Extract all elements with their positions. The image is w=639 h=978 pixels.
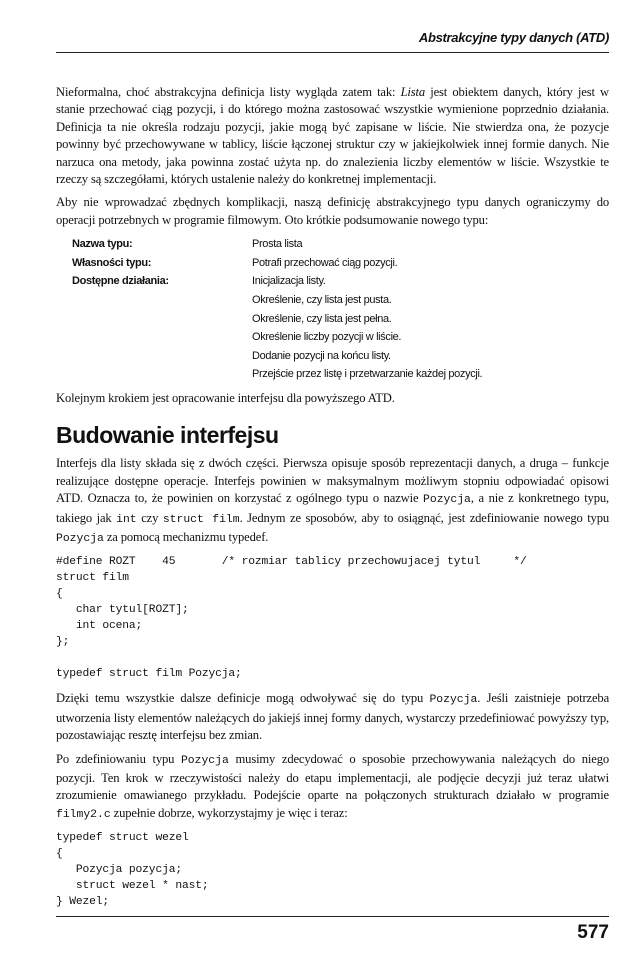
adt-summary xyxy=(56,235,609,384)
code-inline: Pozycja xyxy=(423,494,471,507)
operation-item: Określenie, czy lista jest pusta. xyxy=(252,294,392,307)
spec-value: Prosta lista xyxy=(252,238,303,251)
operation-item: Dodanie pozycji na końcu listy. xyxy=(252,349,391,362)
text: Interfejs dla listy składa się z dwóch części. Pierwsza opisuje sposób reprezentacji danych, a druga – funkcje realizujące dostępne operacje. Interfejs powinien w maksymalnym możliwym stopniu odpowiadać opisowi ATD. Oznacza to, że powinien on korzystać z ogólnego typu o nazwie xyxy=(56,456,609,506)
text: jest obiektem danych, który jest w stanie przechować ciąg pozycji, i do którego można zastosować wszystkie wymienione poprzednio działania. Definicja ta nie określa rodzaju pozycji, jakie mogą być zapisane w liście. Nie stwierdza ona, że pozycje powinny być przechowywane w tablicy, liście łączonej struktur czy w jakiejkolwiek innej formie danych. Nie narzuca ona metody, jaka powinna zostać użyta np. do znalezienia liczby elementów w liście. Wszystkie te rzeczy są szczegółami, których ustalenie należy do konkretnej implementacji. xyxy=(56,85,609,187)
spec-row-operations xyxy=(56,272,609,384)
paragraph-interface xyxy=(56,455,609,548)
spec-value: Potrafi przechować ciąg pozycji. xyxy=(252,256,398,269)
spec-row-name xyxy=(56,235,609,254)
spec-label: Własności typu: xyxy=(72,256,152,269)
code-block-wezel: typedef struct wezel { Pozycja pozycja; struct wezel * nast; } Wezel; xyxy=(56,832,209,909)
text: . Jednym ze sposobów, aby to osiągnąć, jest zdefiniowanie nowego typu xyxy=(239,510,609,525)
spec-row-properties xyxy=(56,254,609,273)
code-inline: Pozycja xyxy=(180,754,229,767)
code-inline: Pozycja xyxy=(429,694,478,707)
paragraph-summary-intro: Aby nie wprowadzać zbędnych komplikacji, naszą definicję abstrakcyjnego typu danych ograniczymy do operacji potrzebnych w programie filmowym. Oto krótkie podsumowanie nowego typu: xyxy=(56,195,609,227)
text: musimy zdecydować o sposobie przechowywania należących do niego pozycji. Ten krok w rzeczywistości należy do etapu implementacji, ale podjęcie decyzji już teraz ułatwi zrozumienie omawianego przykładu. Podejście oparte na połączonych strukturach działało w programie xyxy=(56,751,609,803)
code-inline: Pozycja xyxy=(56,533,104,546)
code-block-film: #define ROZT 45 /* rozmiar tablicy przechowujacej tytul */ struct film { char tytul[ROZT]; int ocena; }; typedef struct film Pozycja; xyxy=(56,556,527,681)
paragraph-typedef-benefit xyxy=(56,690,609,744)
paragraph-storage xyxy=(56,751,609,825)
code-inline: struct film xyxy=(162,513,240,526)
text: Dzięki temu wszystkie dalsze definicje mogą odwoływać się do typu xyxy=(56,691,430,706)
code-inline: int xyxy=(116,513,137,526)
text: czy xyxy=(136,510,163,525)
spec-label: Nazwa typu: xyxy=(72,238,133,251)
term-lista: Lista xyxy=(400,85,426,99)
operation-item: Określenie, czy lista jest pełna. xyxy=(252,312,392,325)
paragraph-definition xyxy=(56,84,609,188)
operations-list xyxy=(252,272,482,384)
operation-item: Określenie liczby pozycji w liście. xyxy=(252,331,402,344)
text: zupełnie dobrze, wykorzystajmy je więc i teraz: xyxy=(110,805,348,820)
page-number: 577 xyxy=(577,922,609,943)
paragraph-next-step: Kolejnym krokiem jest opracowanie interfejsu dla powyższego ATD. xyxy=(56,391,395,405)
page-body xyxy=(56,84,609,918)
text: . Jeśli zaistnieje potrzeba utworzenia listy elementów należących do jakiejś innej formy danych, wystarczy przedefiniować powyższy typ, pozostawiając resztę interfejsu bez zmian. xyxy=(56,691,610,743)
code-inline: filmy2.c xyxy=(56,808,111,821)
operation-item: Przejście przez listę i przetwarzanie każdej pozycji. xyxy=(252,368,483,381)
text: , a nie z konkretnego typu, takiego jak xyxy=(56,491,609,525)
running-head: Abstrakcyjne typy danych (ATD) xyxy=(418,30,609,45)
text: Nieformalna, choć abstrakcyjna definicja listy wygląda zatem tak: xyxy=(56,85,401,99)
text: za pomocą mechanizmu typedef. xyxy=(103,530,269,545)
operation-item: Inicjalizacja listy. xyxy=(252,275,326,288)
header-rule xyxy=(56,52,609,53)
spec-label: Dostępne działania: xyxy=(72,275,169,288)
footer-rule xyxy=(56,916,609,917)
section-heading: Budowanie interfejsu xyxy=(56,422,279,449)
text: Po zdefiniowaniu typu xyxy=(56,751,181,766)
